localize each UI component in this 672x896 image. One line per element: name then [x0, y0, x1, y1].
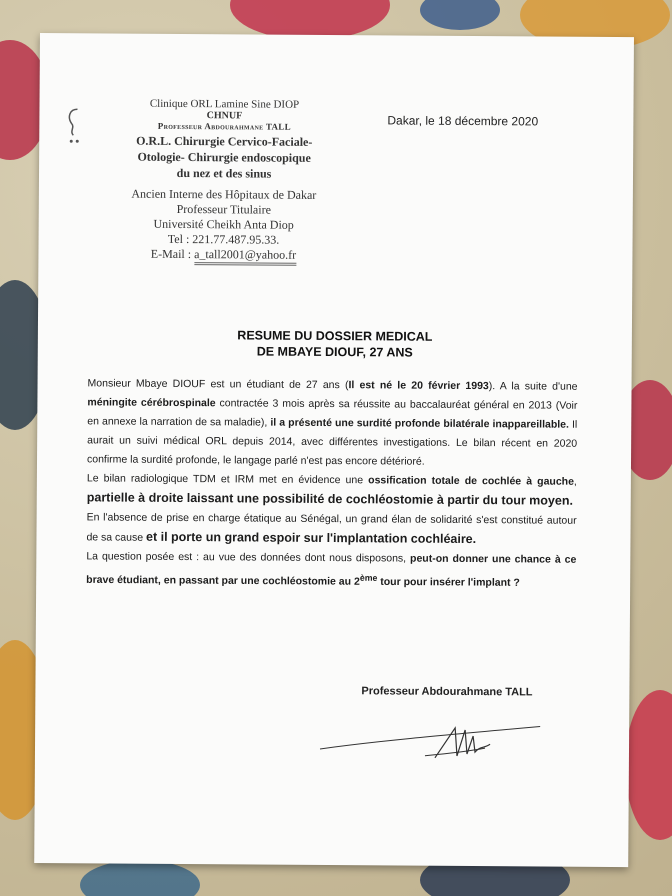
clinic-name: Clinique ORL Lamine Sine DIOP [149, 97, 300, 111]
signatory-name: Professeur Abdourahmane TALL [361, 685, 533, 699]
email-line [108, 246, 338, 263]
title-line-1: RESUME DU DOSSIER MEDICAL [237, 328, 433, 344]
title-line: Ancien Interne des Hôpitaux de Dakar [131, 186, 317, 202]
deafness-text: il a présenté une surdité profonde bilatérale inappareillable. [270, 416, 570, 431]
titles-block [109, 186, 339, 248]
document-title [38, 326, 632, 362]
text-span: , [573, 475, 577, 488]
ossification-text: ossification totale de cochlée à gauche [368, 474, 575, 488]
leaf-pattern [80, 860, 200, 896]
professor-name: Professeur Abdourahmane TALL [157, 120, 291, 132]
leaf-pattern [420, 0, 500, 30]
text-span: En l'absence de prise en charge étatique au Sénégal, un grand élan de solidarité s'est constitué autour de sa cause [86, 511, 577, 544]
question-text: peut-on donner une chance à ce brave étudiant, en passant par une cochléostomie au 2 [86, 552, 577, 588]
letter-date: Dakar, le 18 décembre 2020 [387, 113, 539, 129]
hospital-name: CHNUF [206, 110, 243, 122]
text-span: Le bilan radiologique TDM et IRM met en évidence une [86, 472, 369, 487]
ear-logo-icon [63, 105, 85, 145]
paragraph-1 [87, 374, 578, 472]
title-line: Université Cheikh Anta Diop [153, 216, 294, 232]
email-address[interactable]: a_tall2001@yahoo.fr [194, 247, 296, 266]
specialty-line: du nez et des sinus [176, 165, 272, 181]
diagnosis-text: méningite cérébrospinale [87, 396, 216, 410]
superscript: ème [359, 572, 378, 583]
paragraph-4 [86, 547, 576, 593]
hope-text: et il porte un grand espoir sur l'implantation cochléaire. [145, 529, 477, 547]
phone-line: Tel : 221.77.487.95.33. [167, 231, 280, 247]
text-span: contractée 3 mois après sa réussite au baccalauréat général en 2013 (Voir en annexe la narration de sa maladie), [87, 397, 578, 429]
specialty-line: O.R.L. Chirurgie Cervico-Faciale- [136, 133, 313, 149]
text-span: Monsieur Mbaye DIOUF est un étudiant de 27 ans ( [87, 377, 349, 392]
paragraph-3 [86, 508, 576, 550]
title-line: Professeur Titulaire [176, 201, 271, 217]
title-line-2: DE MBAYE DIOUF, 27 ANS [256, 344, 413, 360]
specialty-line: Otologie- Chirurgie endoscopique [137, 149, 311, 165]
letter-body [86, 374, 577, 593]
text-span: Il aurait un suivi médical ORL depuis 2014, avec différentes investigations. Le bilan récent en 2020 confirme la surdité profonde, le langage parlé n'est pas encore détérioré. [86, 418, 578, 468]
letter-page [34, 33, 634, 867]
handwritten-signature [315, 707, 545, 769]
birth-date-text: Il est né le 20 février 1993 [348, 379, 489, 393]
text-span: La question posée est : au vue des données dont nous disposons, [86, 550, 411, 565]
question-text-end: tour pour insérer l'implant ? [377, 575, 520, 589]
cochleostomy-text: partielle à droite laissant une possibilité de cochléostomie à partir du tour moyen. [86, 490, 574, 508]
flower-pattern [625, 690, 672, 840]
email-label: E-Mail : [150, 246, 195, 262]
clinic-letterhead [108, 97, 339, 263]
paragraph-2 [87, 469, 577, 511]
specialty-block [109, 132, 339, 182]
text-span: ). A la suite d'une [488, 380, 578, 393]
